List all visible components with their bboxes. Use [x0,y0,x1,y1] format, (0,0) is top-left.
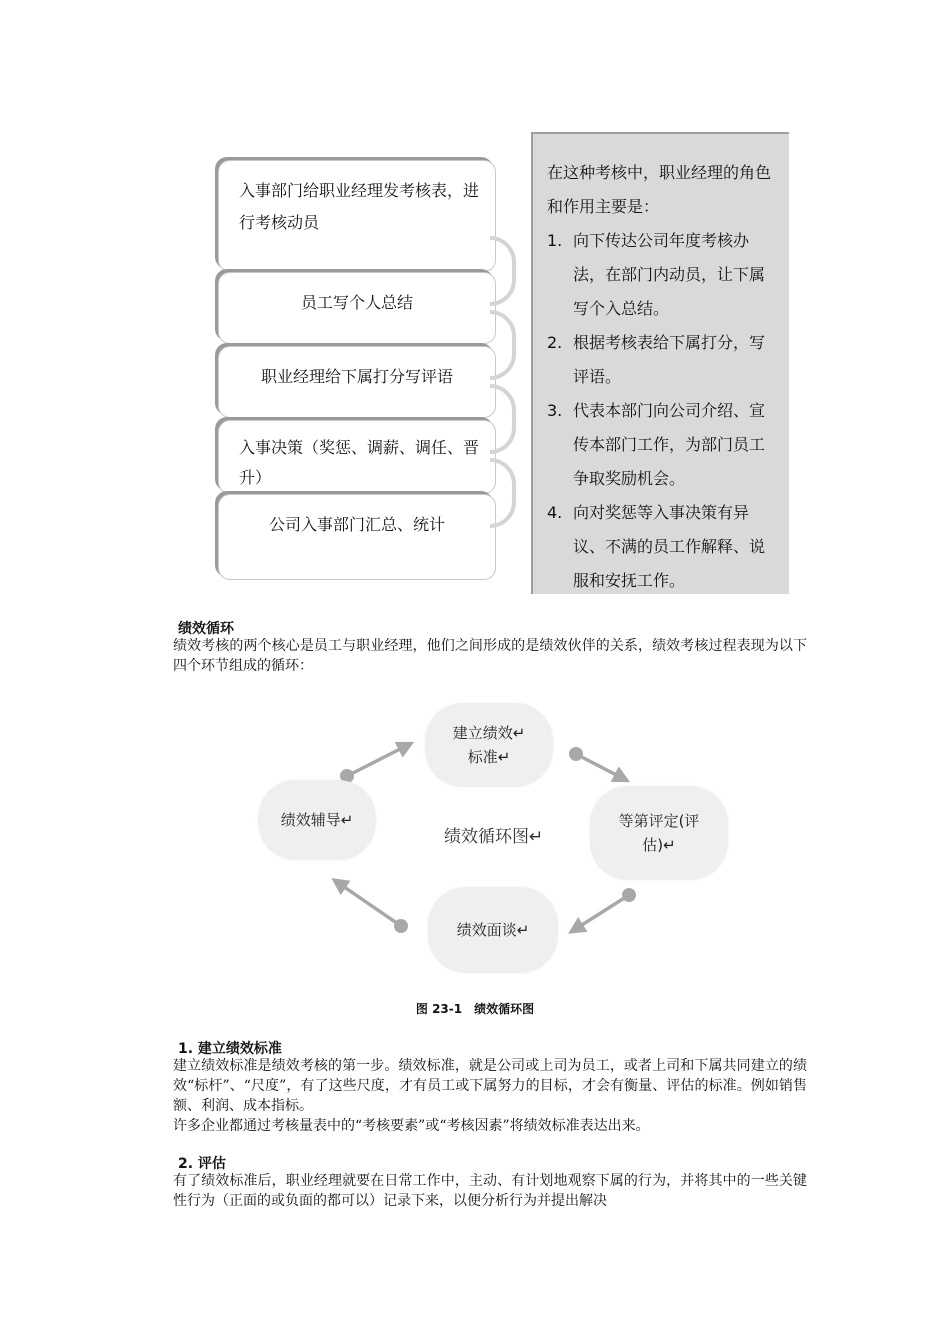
figure-caption: 图 23-1 绩效循环图 [415,1002,535,1016]
role-note-item-1-text: 向下传达公司年度考核办法，在部门内动员，让下属写个入总结。 [573,231,766,318]
arrow-top-to-right [569,747,624,779]
flow-step-5-text: 公司入事部门汇总、统计 [268,515,445,534]
flow-step-4-text: 入事决策（奖惩、调薪、调任、晋升） [239,438,480,487]
cycle-center-label: 绩效循环图↵ [444,827,544,847]
cycle-section-paragraph-text: 绩效考核的两个核心是员工与职业经理，他们之间形成的是绩效伙伴的关系，绩效考核过程表现为以下四个环节组成的循环： [173,638,807,674]
cycle-node-interview-text: 绩效面谈↵ [456,921,530,939]
cycle-node-rating-text: 等第评定(评估)↵ [618,812,700,854]
arrow-left-to-top [340,745,408,783]
arrow-bottom-to-left [337,882,408,933]
role-note-item-4-number: 4. [547,503,563,522]
section1-body [145,1056,807,1136]
section2-heading: 2. 评估 [178,1156,226,1172]
role-note-item-2-text: 根据考核表给下属打分，写评语。 [573,333,766,386]
cycle-node-set-standards [425,703,553,787]
cycle-section-heading: 绩效循环 [178,621,234,637]
flow-step-3-text: 职业经理给下属打分写评语 [260,367,453,386]
section1-paragraph-2: 许多企业都通过考核量表中的“考核要素”或“考核因素”将绩效标准表达出来。 [173,1118,650,1134]
cycle-node-interview [428,887,558,973]
flow-step-2-text: 员工写个人总结 [300,293,413,312]
cycle-node-coaching [258,780,376,860]
flow-step-1-text: 入事部门给职业经理发考核表，进行考核动员 [239,181,480,232]
cycle-node-coaching-text: 绩效辅导↵ [280,811,354,829]
section2-body [145,1171,807,1211]
section1-heading: 1. 建立绩效标准 [178,1041,282,1057]
section1-paragraph-1: 建立绩效标准是绩效考核的第一步。绩效标准，就是公司或上司为员工，或者上司和下属共同建立的绩效“标杆”、“尺度”，有了这些尺度，才有员工或下属努力的目标，才会有衡量、评估的标准。例如销售额、利润、成本指标。 [173,1058,807,1114]
role-note-item-1-number: 1. [547,231,563,250]
role-note-item-3-text: 代表本部门向公司介绍、宣传本部门工作，为部门员工争取奖励机会。 [573,401,766,488]
role-note-intro: 在这种考核中，职业经理的角色和作用主要是： [547,163,772,216]
role-note-item-4-text: 向对奖惩等入事决策有异议、不满的员工作解释、说服和安抚工作。 [573,503,766,590]
role-note-item-3-number: 3. [547,401,563,420]
cycle-node-rating [590,786,728,880]
arrow-right-to-bottom [574,888,636,930]
role-note-item-2-number: 2. [547,333,563,352]
section2-paragraph: 有了绩效标准后，职业经理就要在日常工作中，主动、有计划地观察下属的行为，并将其中的一些关键性行为（正面的或负面的都可以）记录下来，以便分析行为并提出解决 [173,1173,807,1209]
cycle-node-set-standards-text: 建立绩效↵标准↵ [452,724,526,766]
